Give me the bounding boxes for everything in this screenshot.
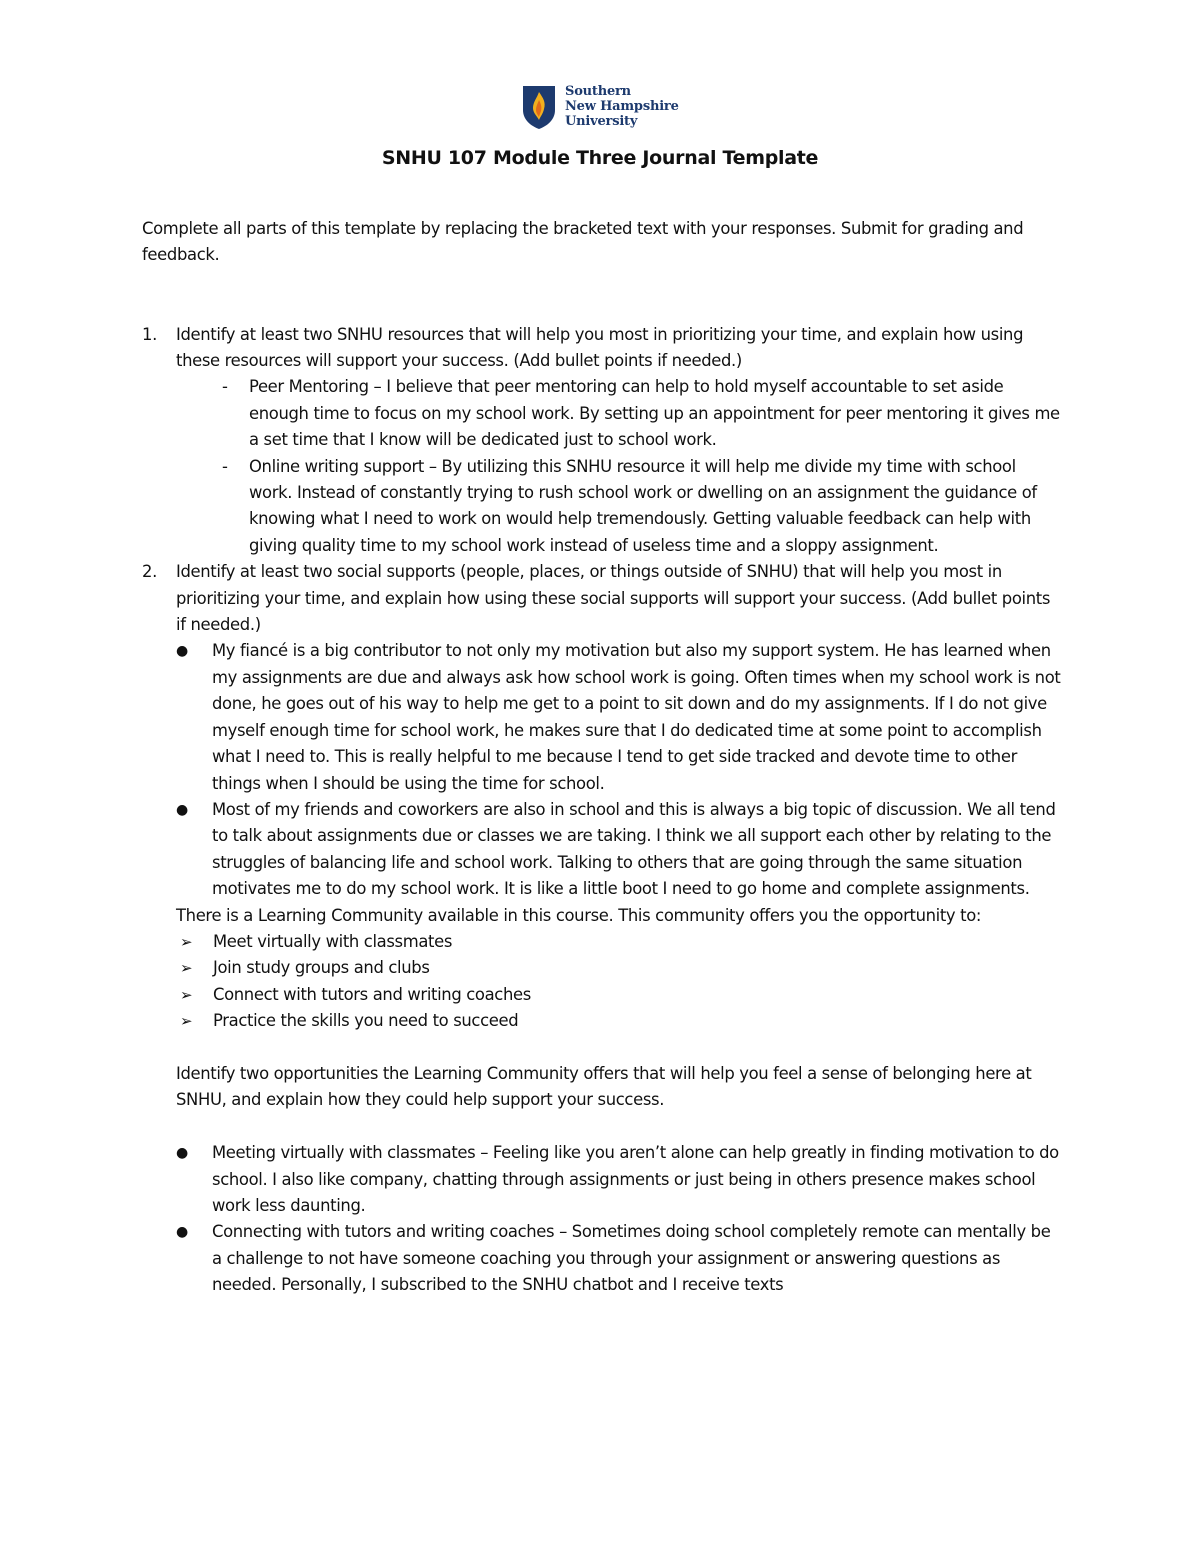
logo-line-3: University	[565, 114, 638, 129]
dash-marker: -	[222, 456, 228, 476]
list-item	[142, 797, 1062, 903]
question-1	[142, 322, 1062, 375]
list-item	[142, 1008, 1062, 1034]
answer-text: Online writing support – By utilizing this SNHU resource it will help me divide my time with school work. Instead of constantly trying to rush school work or dwelling on an assignment the guidance of knowing what I need to work on would help tremendously. Getting valuable feedback can help with giving quality time to my school work instead of useless time and a sloppy assignment.	[249, 456, 1037, 555]
document-title: SNHU 107 Module Three Journal Template	[381, 147, 819, 169]
question-number: 2.	[142, 562, 157, 582]
community-item: Join study groups and clubs	[213, 958, 430, 978]
question-2	[142, 559, 1062, 638]
answer-text: Most of my friends and coworkers are also in school and this is always a big topic of discussion. We all tend to talk about assignments due or classes we are taking. I think we all support each other by relating to the struggles of balancing life and school work. Talking to others that are going through the same situation motivates me to do my school work. It is like a little boot I need to go home and complete assignments.	[212, 799, 1056, 899]
list-item	[142, 1219, 1062, 1298]
arrow-bullet-icon: ➢	[180, 959, 193, 978]
question-1-text: Identify at least two SNHU resources that will help you most in prioritizing your time, and explain how using these resources will support your success. (Add bullet points if needed.)	[176, 324, 1024, 370]
document-body	[142, 216, 1062, 1299]
dash-marker: -	[222, 377, 228, 397]
answer-text: Peer Mentoring – I believe that peer mentoring can help to hold myself accountable to set aside enough time to focus on my school work. By setting up an appointment for peer mentoring it gives me a set time that I know will be dedicated just to school work.	[249, 377, 1060, 450]
logo-line-2: New Hampshire	[565, 99, 679, 114]
list-item	[142, 955, 1062, 981]
bullet-icon: ●	[176, 643, 188, 660]
arrow-bullet-icon: ➢	[180, 932, 193, 951]
list-item	[142, 982, 1062, 1008]
bullet-icon: ●	[176, 1224, 188, 1241]
logo-line-1: Southern	[565, 84, 631, 99]
community-item: Practice the skills you need to succeed	[213, 1011, 519, 1031]
question-1-answers	[142, 374, 1062, 559]
answer-text: My fiancé is a big contributor to not only my motivation but also my support system. He has learned when my assignments are due and always ask how school work is going. Often times when my school work is not done, he goes out of his way to help me get to a point to sit down and do my assignments. If I do not give myself enough time for school work, he makes sure that I do dedicated time at some point to accomplish what I need to. This is really helpful to me because I tend to get side tracked and devote time to other things when I should be using the time for school.	[212, 641, 1061, 793]
answer-text: Connecting with tutors and writing coaches – Sometimes doing school completely remote can mentally be a challenge to not have someone coaching you through your assignment or answering questions as needed. Personally, I subscribed to the SNHU chatbot and I receive texts	[212, 1222, 1051, 1295]
bullet-icon: ●	[176, 801, 188, 818]
list-item	[142, 454, 1062, 560]
community-item: Meet virtually with classmates	[213, 931, 453, 951]
question-2-text: Identify at least two social supports (people, places, or things outside of SNHU) that will help you most in prioritizing your time, and explain how using these social supports will support your success. (Add bullet points if needed.)	[176, 562, 1051, 635]
question-number: 1.	[142, 324, 157, 344]
answer-text: Meeting virtually with classmates – Feeling like you aren’t alone can help greatly in finding motivation to do school. I also like company, chatting through assignments or just being in others presence makes school work less daunting.	[212, 1143, 1059, 1215]
list-item	[142, 1140, 1062, 1219]
community-prompt: Identify two opportunities the Learning Community offers that will help you feel a sense of belonging here at SNHU, and explain how they could help support your success.	[176, 1063, 1032, 1110]
list-item	[142, 638, 1062, 796]
arrow-bullet-icon: ➢	[180, 1012, 193, 1031]
bullet-icon: ●	[176, 1145, 188, 1162]
community-paragraph: There is a Learning Community available in this course. This community offers you the opportunity to:	[176, 905, 982, 925]
intro-paragraph: Complete all parts of this template by replacing the bracketed text with your responses. Submit for grading and feedback.	[142, 219, 1024, 265]
snhu-logo	[521, 84, 691, 132]
list-item	[142, 929, 1062, 955]
snhu-shield-icon	[521, 84, 557, 130]
list-item	[142, 374, 1062, 453]
arrow-bullet-icon: ➢	[180, 985, 193, 1004]
logo-wordmark	[565, 84, 679, 129]
community-item: Connect with tutors and writing coaches	[213, 984, 531, 1004]
